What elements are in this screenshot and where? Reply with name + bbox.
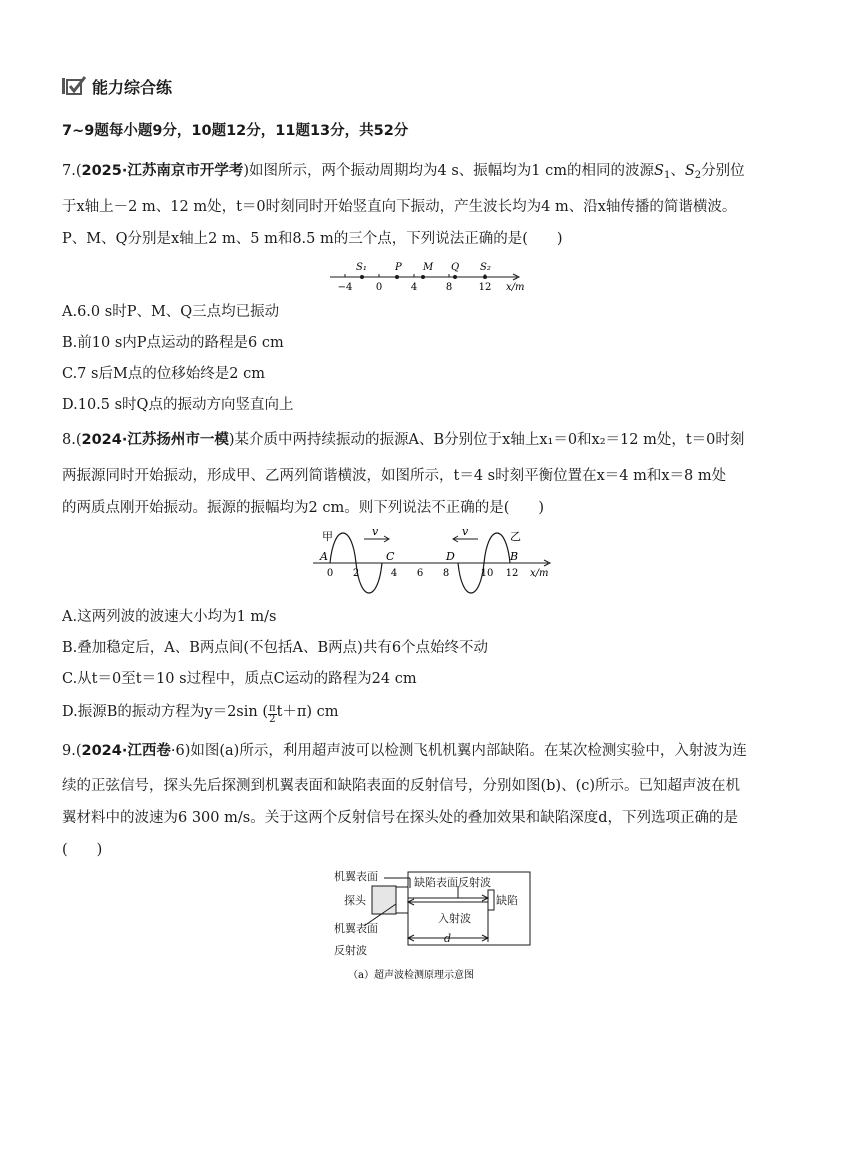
q8-option-b: B.叠加稳定后，A、B两点间(不包括A、B两点)共有6个点始终不动 xyxy=(62,640,489,656)
q7-line3: P、M、Q分别是x轴上2 m、5 m和8.5 m的三个点，下列说法正确的是( ) xyxy=(62,231,563,247)
scoring-info: 7~9题每小题9分，10题12分，11题13分，共52分 xyxy=(62,123,409,139)
q8-tick: 8 xyxy=(442,568,450,579)
q8-option-d: D.振源B的振动方程为y＝2sin ( $\frac{\pi}{2}$ t＋π) cm xyxy=(62,703,339,725)
q8-label-jia: 甲 xyxy=(322,530,333,543)
q9-label-incident: 入射波 xyxy=(438,912,471,925)
q8-label-c: C xyxy=(386,550,395,563)
q9-label-reflected: 反射波 xyxy=(334,944,367,957)
q9-label-wing-surface-2: 机翼表面 xyxy=(334,922,378,935)
q8-tick: 4 xyxy=(390,568,398,579)
q7-tick: 8 xyxy=(445,282,453,293)
q9-ultrasound-diagram xyxy=(330,864,545,984)
q7-option-a: A.6.0 s时P、M、Q三点均已振动 xyxy=(62,304,280,320)
q9-line2: 续的正弦信号，探头先后探测到机翼表面和缺陷表面的反射信号，分别如图(b)、(c)所示。已知超声波在机 xyxy=(62,778,741,794)
q9-line4: ( ) xyxy=(62,842,103,858)
q8-label-v1: v xyxy=(372,525,379,538)
q9-caption: （a）超声波检测原理示意图 xyxy=(348,970,474,981)
q8-line2: 两振源同时开始振动，形成甲、乙两列简谐横波，如图所示，t＝4 s时刻平衡位置在x＝4 m和x＝8 m处 xyxy=(62,468,727,484)
q7-label-q: Q xyxy=(451,262,460,273)
q9-label-wing-surface: 机翼表面 xyxy=(334,870,378,883)
q8-tick: 0 xyxy=(326,568,334,579)
q7-tick: 12 xyxy=(478,282,492,293)
q9-line1: 9.(2024·江西卷·6)如图(a)所示，利用超声波可以检测飞机机翼内部缺陷。在某次检测实验中，入射波为连 xyxy=(62,743,747,759)
q8-line1: 8.(2024·江苏扬州市一模)某介质中两持续振动的振源A、B分别位于x轴上x₁＝0和x₂＝12 m处，t＝0时刻 xyxy=(62,432,745,448)
q7-option-c: C.7 s后M点的位移始终是2 cm xyxy=(62,366,266,382)
section-title: 能力综合练 xyxy=(92,77,173,97)
q7-axis-label: x/m xyxy=(506,282,525,293)
q8-wave-figure xyxy=(308,524,558,598)
q8-label-v2: v xyxy=(462,525,469,538)
q8-axis-label: x/m xyxy=(530,568,549,579)
q9-source: 2024·江西卷 xyxy=(81,743,171,759)
q8-source: 2024·江苏扬州市一模 xyxy=(81,432,229,448)
q7-label-p: P xyxy=(395,262,402,273)
q7-line1: 7.(2025·江苏南京市开学考)如图所示，两个振动周期均为4 s、振幅均为1 cm的相同的波源$S_1$、$S_2$分别位 xyxy=(62,163,745,181)
q8-label-a: A xyxy=(320,550,328,563)
q9-label-d: d xyxy=(444,932,452,945)
q7-option-d: D.10.5 s时Q点的振动方向竖直向上 xyxy=(62,397,294,413)
q7-option-b: B.前10 s内P点运动的路程是6 cm xyxy=(62,335,284,351)
q9-line3: 翼材料中的波速为6 300 m/s。关于这两个反射信号在探头处的叠加效果和缺陷深度d，下列选项正确的是 xyxy=(62,810,738,826)
checkbox-icon xyxy=(62,76,86,96)
q7-label-s1: S₁ xyxy=(356,262,367,273)
q9-label-defect-reflection: 缺陷表面反射波 xyxy=(414,876,491,889)
q8-option-c: C.从t＝0至t＝10 s过程中，质点C运动的路程为24 cm xyxy=(62,671,417,687)
q9-label-defect: 缺陷 xyxy=(496,894,518,907)
q8-fraction: $\frac{\pi}{2}$ xyxy=(268,703,276,725)
q7-source: 2025·江苏南京市开学考 xyxy=(81,163,244,179)
q8-option-a: A.这两列波的波速大小均为1 m/s xyxy=(62,609,277,625)
q8-tick: 2 xyxy=(352,568,360,579)
q8-line3: 的两质点刚开始振动。振源的振幅均为2 cm。则下列说法不正确的是( ) xyxy=(62,500,545,516)
q8-label-d: D xyxy=(446,550,455,563)
q8-tick: 12 xyxy=(505,568,519,579)
q7-line2: 于x轴上－2 m、12 m处，t＝0时刻同时开始竖直向下振动，产生波长均为4 m、沿x轴传播的简谐横波。 xyxy=(62,199,737,215)
q7-tick: 4 xyxy=(410,282,418,293)
q8-label-b: B xyxy=(510,550,519,563)
q7-axis-figure xyxy=(325,258,535,294)
q8-tick: 6 xyxy=(416,568,424,579)
q8-label-yi: 乙 xyxy=(510,530,521,543)
section-header xyxy=(62,74,172,98)
q7-label-s2: S₂ xyxy=(480,262,491,273)
q7-label-m: M xyxy=(423,262,434,273)
q8-tick: 10 xyxy=(480,568,494,579)
q9-label-probe: 探头 xyxy=(344,894,366,907)
q7-tick: −4 xyxy=(337,282,353,293)
q7-tick: 0 xyxy=(375,282,383,293)
